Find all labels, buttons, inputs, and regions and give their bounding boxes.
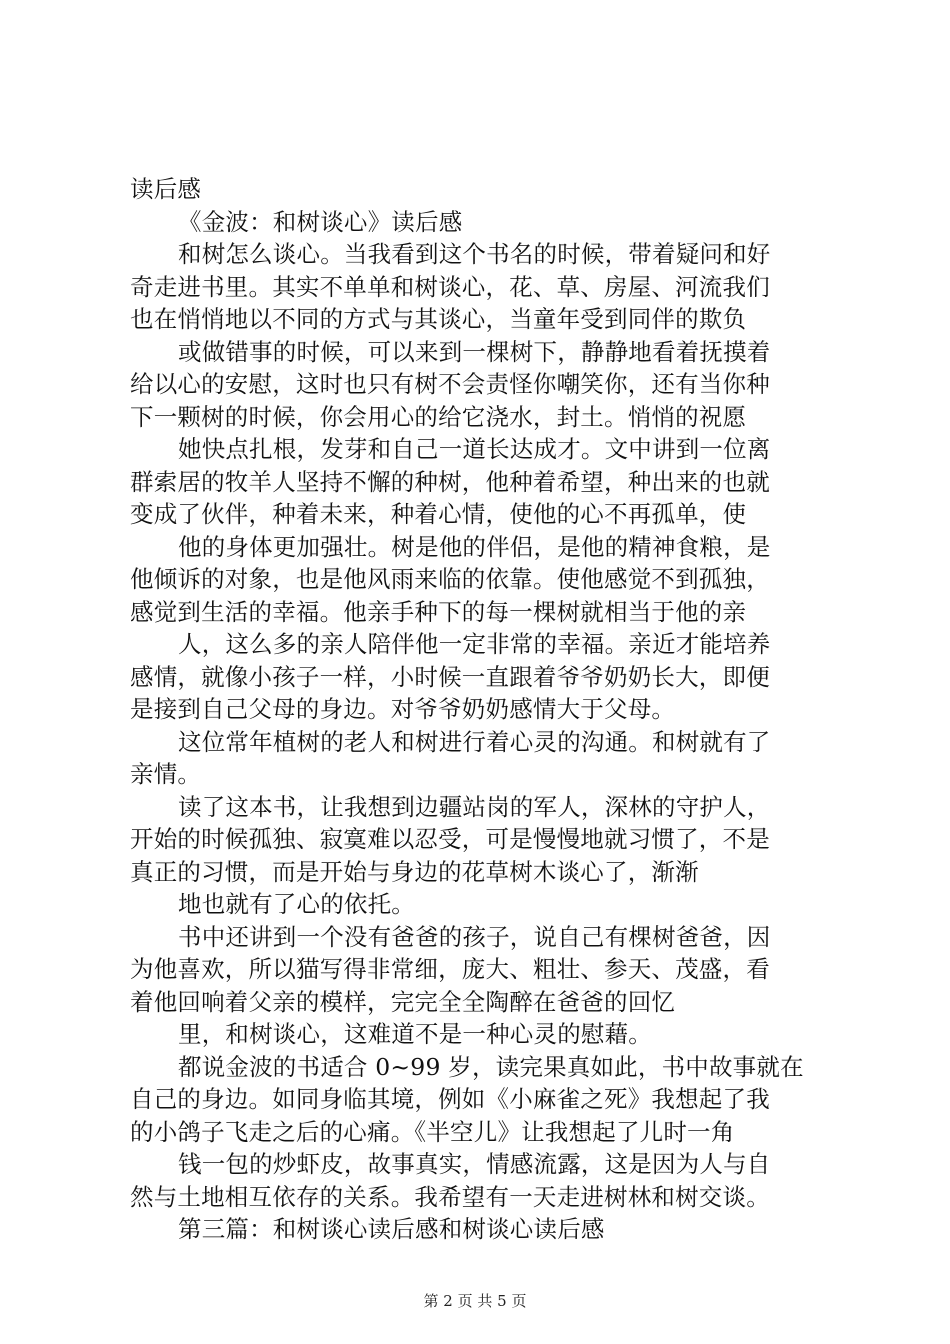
text-line: 和树怎么谈心。当我看到这个书名的时候，带着疑问和好 [178, 240, 771, 268]
text-line: 感情，就像小孩子一样，小时候一直跟着爷爷奶奶长大，即便 [130, 662, 770, 691]
text-line: 里，和树谈心，这难道不是一种心灵的慰藉。 [178, 1020, 652, 1048]
text-line: 着他回响着父亲的模样，完完全全陶醉在爸爸的回忆 [130, 987, 676, 1016]
text-line: 自己的身边。如同身临其境，例如《小麻雀之死》我想起了我 [130, 1085, 770, 1113]
text-line: 地也就有了心的依托。 [178, 890, 415, 918]
text-line: 他的身体更加强壮。树是他的伴侣，是他的精神食粮，是 [178, 532, 771, 561]
section-heading: 读后感 [130, 175, 202, 203]
text-line: 下一颗树的时候，你会用心的给它浇水，封土。悄悄的祝愿 [130, 402, 747, 431]
text-line: 或做错事的时候，可以来到一棵树下，静静地看着抚摸着 [178, 337, 771, 366]
text-line: 群索居的牧羊人坚持不懈的种树，他种着希望，种出来的也就 [130, 467, 770, 496]
article-title: 《金波：和树谈心》读后感 [178, 207, 463, 236]
text-line: 也在悄悄地以不同的方式与其谈心，当童年受到同伴的欺负 [130, 305, 747, 333]
text-line: 钱一包的炒虾皮，故事真实，情感流露，这是因为人与自 [178, 1150, 771, 1178]
text-line: 真正的习惯，而是开始与身边的花草树木谈心了，渐渐 [130, 857, 699, 886]
text-line: 为他喜欢，所以猫写得非常细，庞大、粗壮、参天、茂盛，看 [130, 955, 770, 983]
text-line: 这位常年植树的老人和树进行着心灵的沟通。和树就有了 [178, 727, 771, 756]
page-footer: 第 2 页 共 5 页 [423, 1292, 527, 1310]
text-line: 他倾诉的对象，也是他风雨来临的依靠。使他感觉不到孤独， [130, 565, 770, 593]
text-line: 的小鸽子飞走之后的心痛。《半空儿》让我想起了儿时一角 [130, 1117, 735, 1146]
text-line: 亲情。 [130, 760, 202, 788]
text-line: 感觉到生活的幸福。他亲手种下的每一棵树就相当于他的亲 [130, 597, 747, 626]
text-line: 她快点扎根，发芽和自己一道长达成才。文中讲到一位离 [178, 435, 771, 463]
text-line: 人，这么多的亲人陪伴他一定非常的幸福。亲近才能培养 [178, 630, 771, 658]
text-line: 是接到自己父母的身边。对爷爷奶奶感情大于父母。 [130, 695, 676, 723]
text-line: 然与土地相互依存的关系。我希望有一天走进树林和树交谈。 [130, 1182, 770, 1211]
text-line: 第三篇：和树谈心读后感和树谈心读后感 [178, 1215, 605, 1243]
text-line: 给以心的安慰，这时也只有树不会责怪你嘲笑你，还有当你种 [130, 370, 770, 398]
document-body [130, 173, 835, 1246]
text-line: 开始的时候孤独、寂寞难以忍受，可是慢慢地就习惯了，不是 [130, 825, 770, 853]
text-line: 书中还讲到一个没有爸爸的孩子，说自己有棵树爸爸，因 [178, 922, 771, 951]
text-line: 变成了伙伴，种着未来，种着心情，使他的心不再孤单，使 [130, 500, 747, 528]
text-line: 读了这本书，让我想到边疆站岗的军人，深林的守护人， [178, 792, 771, 821]
text-line: 都说金波的书适合 0~99 岁，读完果真如此，书中故事就在 [178, 1052, 804, 1081]
text-line: 奇走进书里。其实不单单和树谈心，花、草、房屋、河流我们 [130, 272, 770, 301]
